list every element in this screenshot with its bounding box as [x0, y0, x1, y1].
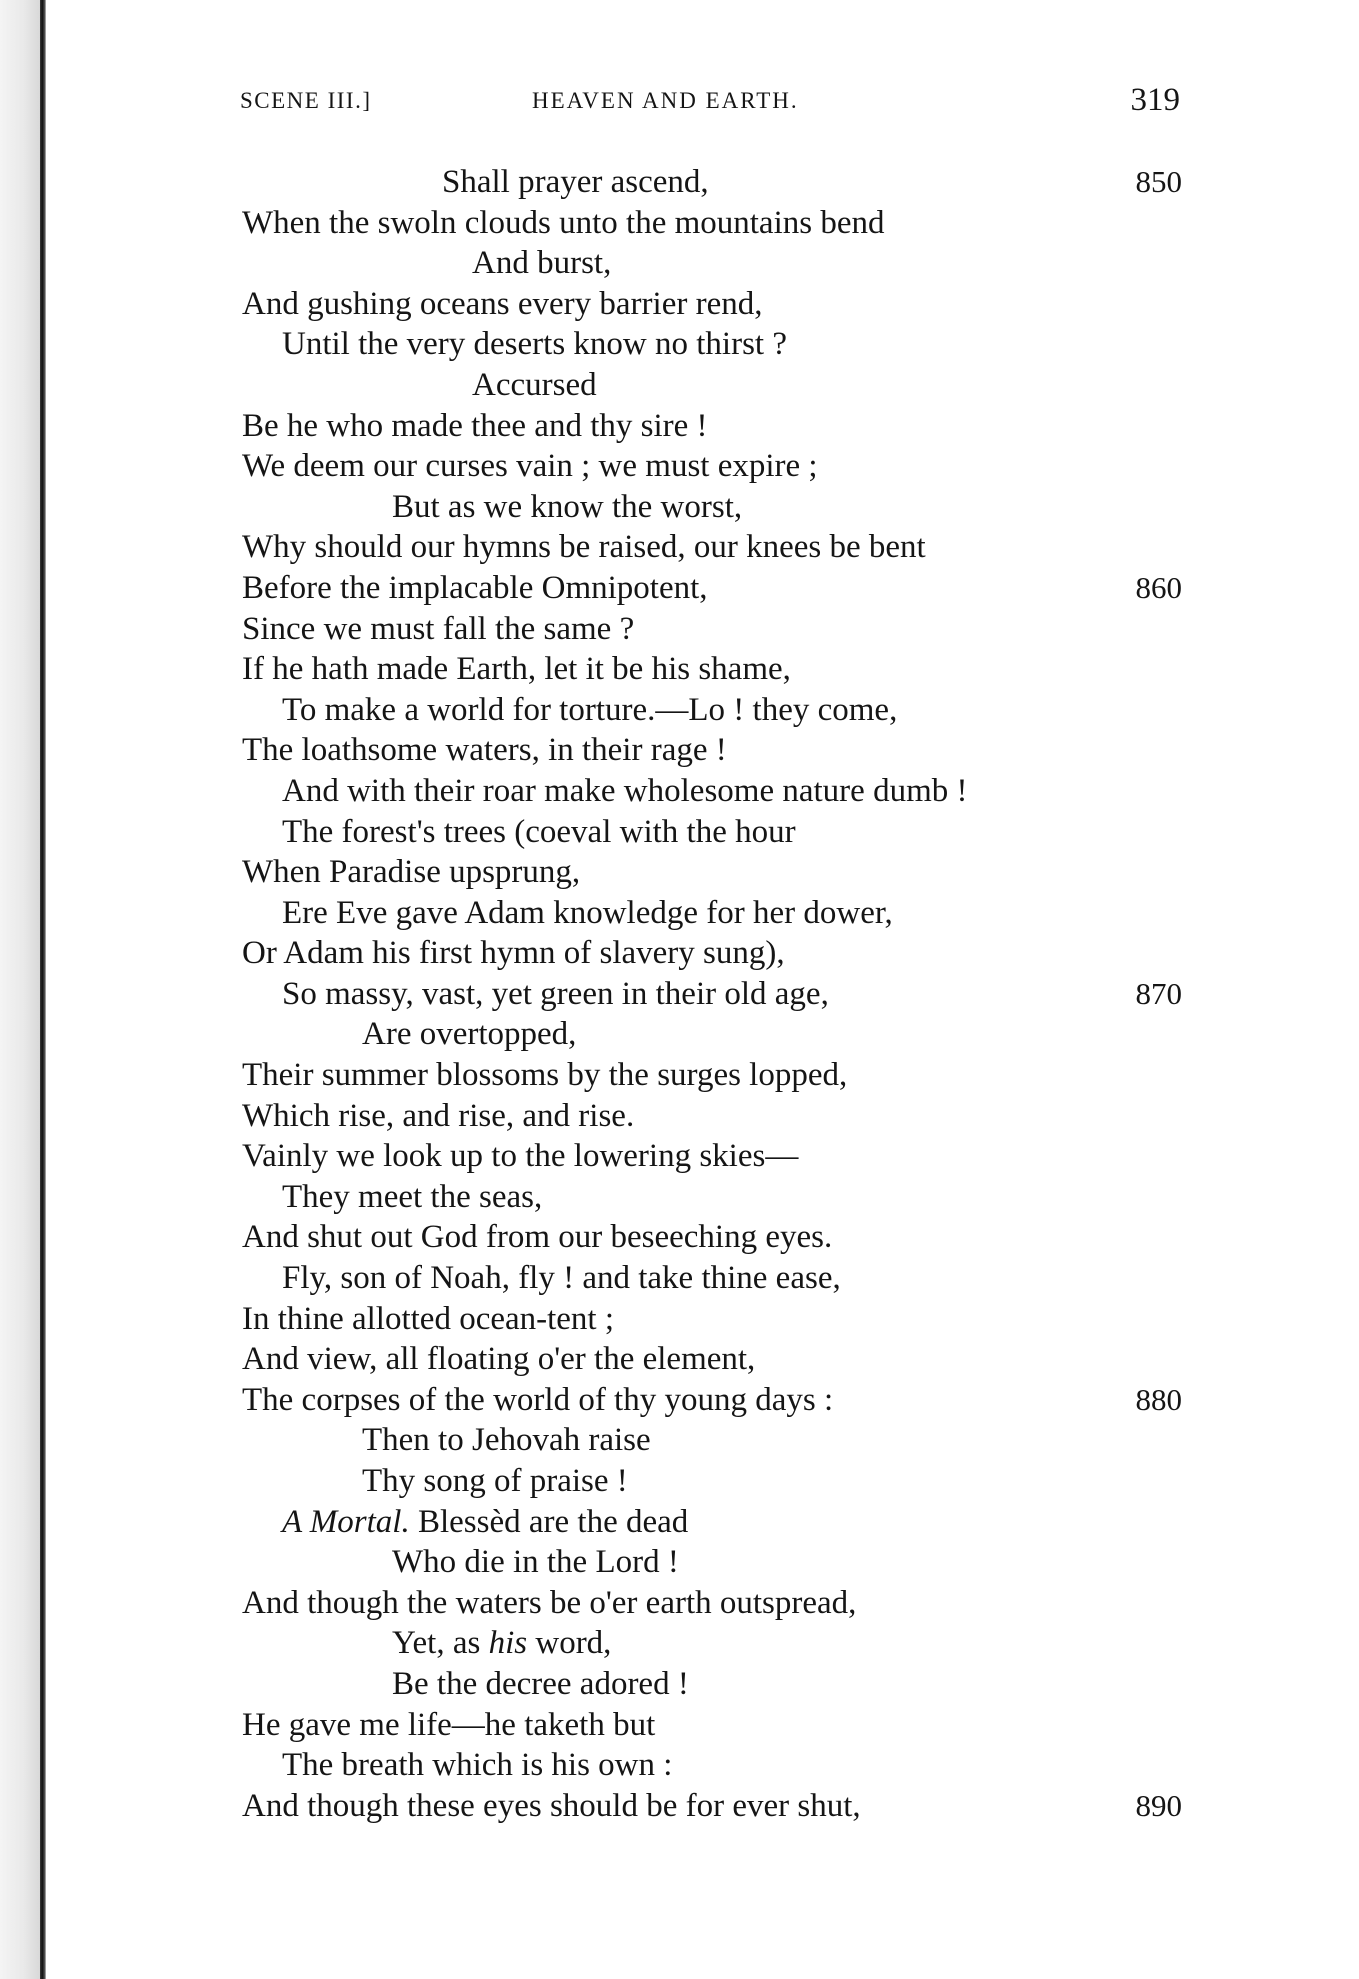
verse-text: When the swoln clouds unto the mountains bend	[242, 204, 885, 241]
line-number: 890	[1135, 1787, 1182, 1823]
verse-block	[242, 162, 1182, 1826]
verse-text: Be the decree adored !	[392, 1665, 689, 1702]
line-number: 850	[1135, 164, 1182, 199]
running-header	[240, 82, 1180, 122]
verse-line	[242, 1745, 1182, 1786]
verse-text: They meet the seas,	[282, 1178, 543, 1215]
verse-line	[242, 1664, 1182, 1705]
verse-text: Thy song of praise !	[362, 1463, 628, 1499]
verse-line	[242, 203, 1182, 244]
verse-text: The loathsome waters, in their rage !	[242, 732, 727, 769]
verse-text: Ere Eve gave Adam knowledge for her dower,	[282, 894, 893, 931]
verse-text: And though the waters be o'er earth outspread,	[242, 1584, 857, 1621]
verse-text: Be he who made thee and thy sire !	[242, 407, 708, 444]
verse-text: Accursed	[472, 366, 597, 403]
verse-line	[242, 1055, 1182, 1096]
verse-line	[242, 1583, 1182, 1624]
verse-line	[242, 1096, 1182, 1137]
italic-word: his	[488, 1625, 528, 1662]
verse-line	[242, 243, 1182, 284]
verse-line	[242, 1299, 1182, 1340]
verse-text: And with their roar make wholesome nature dumb !	[282, 772, 968, 809]
verse-text: And gushing oceans every barrier rend,	[242, 285, 763, 322]
verse-line	[242, 1217, 1182, 1258]
verse-line	[242, 446, 1182, 487]
verse-line	[242, 649, 1182, 690]
verse-text: And though these eyes should be for ever shut,	[242, 1787, 861, 1824]
verse-text: So massy, vast, yet green in their old age,	[282, 975, 829, 1012]
verse-line	[242, 609, 1182, 650]
verse-text: Their summer blossoms by the surges lopped,	[242, 1057, 848, 1094]
verse-line	[242, 893, 1182, 934]
verse-text: And shut out God from our beseeching eyes.	[242, 1219, 833, 1256]
verse-text: Or Adam his first hymn of slavery sung),	[242, 935, 785, 972]
verse-line	[242, 1420, 1182, 1461]
line-number: 870	[1135, 975, 1182, 1011]
verse-line	[242, 974, 1182, 1015]
verse-line	[242, 568, 1182, 609]
verse-line	[242, 1461, 1182, 1502]
verse-line	[242, 284, 1182, 325]
verse-text: Are overtopped,	[362, 1016, 577, 1053]
verse-line	[242, 1502, 1182, 1543]
verse-text: And view, all floating o'er the element,	[242, 1341, 756, 1378]
verse-text: We deem our curses vain ; we must expire ;	[242, 448, 818, 485]
verse-line	[242, 527, 1182, 568]
binding-gutter	[0, 0, 40, 1979]
verse-line	[242, 365, 1182, 406]
verse-text: Since we must fall the same ?	[242, 610, 635, 647]
verse-text: The breath which is his own :	[282, 1747, 673, 1784]
verse-line	[242, 771, 1182, 812]
verse-line	[242, 1258, 1182, 1299]
header-scene: SCENE III.]	[240, 88, 372, 113]
verse-text: To make a world for torture.—Lo ! they come,	[282, 691, 898, 728]
verse-text: When Paradise upsprung,	[242, 854, 581, 891]
verse-line	[242, 1705, 1182, 1746]
verse-line	[242, 1014, 1182, 1055]
page-number: 319	[1130, 82, 1180, 118]
verse-line	[242, 487, 1182, 528]
verse-line	[242, 1177, 1182, 1218]
verse-line	[242, 812, 1182, 853]
line-number: 880	[1135, 1381, 1182, 1417]
binding-edge	[40, 0, 46, 1979]
verse-text: Shall prayer ascend,	[442, 164, 709, 200]
verse-line	[242, 690, 1182, 731]
verse-text: Yet, as	[392, 1625, 489, 1662]
verse-line	[242, 1786, 1182, 1827]
verse-line	[242, 406, 1182, 447]
verse-line	[242, 1339, 1182, 1380]
verse-text: But as we know the worst,	[392, 488, 743, 525]
verse-line	[242, 1136, 1182, 1177]
verse-line	[242, 324, 1182, 365]
verse-line	[242, 1380, 1182, 1421]
verse-line	[242, 933, 1182, 974]
verse-text: Blessèd are the dead	[409, 1503, 689, 1540]
verse-text: Before the implacable Omnipotent,	[242, 569, 708, 606]
verse-text: Which rise, and rise, and rise.	[242, 1097, 635, 1134]
verse-text: He gave me life—he taketh but	[242, 1706, 656, 1743]
verse-text: Until the very deserts know no thirst ?	[282, 326, 787, 363]
verse-line	[242, 852, 1182, 893]
verse-text: Fly, son of Noah, fly ! and take thine ease,	[282, 1260, 841, 1297]
verse-text: Who die in the Lord !	[392, 1544, 679, 1581]
verse-text: The forest's trees (coeval with the hour	[282, 813, 796, 850]
line-number: 860	[1135, 569, 1182, 605]
verse-text: If he hath made Earth, let it be his shame,	[242, 651, 791, 688]
verse-text: word,	[527, 1625, 612, 1662]
verse-line	[242, 1542, 1182, 1583]
verse-text: In thine allotted ocean-tent ;	[242, 1300, 615, 1337]
header-title: HEAVEN AND EARTH.	[532, 88, 799, 113]
verse-line	[242, 730, 1182, 771]
verse-line	[242, 162, 1182, 203]
verse-line	[242, 1623, 1182, 1664]
verse-text: Then to Jehovah raise	[362, 1422, 651, 1459]
verse-text: The corpses of the world of thy young days :	[242, 1381, 834, 1418]
speaker-name: A Mortal.	[282, 1503, 410, 1540]
verse-text: Why should our hymns be raised, our knees be bent	[242, 529, 926, 566]
verse-text: Vainly we look up to the lowering skies—	[242, 1138, 799, 1175]
verse-text: And burst,	[472, 245, 612, 282]
